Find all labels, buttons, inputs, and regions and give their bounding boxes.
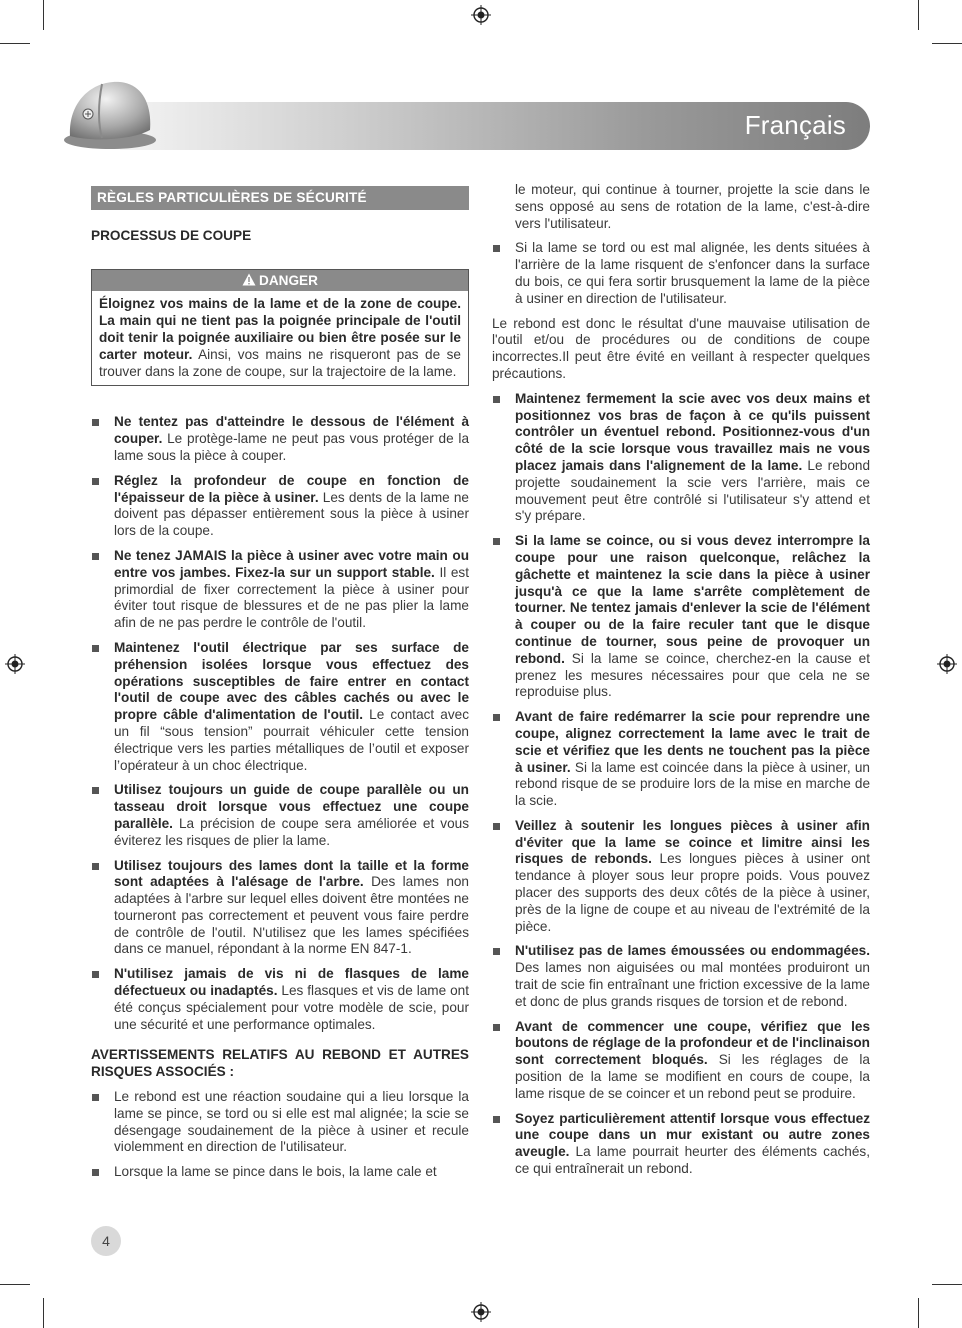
list-item-text: Si la lame est coincée dans la pièce à usiner, un rebond risque de se produire lors de la mise en marche de la scie. [515, 759, 870, 809]
crop-mark [918, 1298, 919, 1328]
list-item-text: Des lames non aiguisées ou mal montées produiront un trait de scie fin entraînant une friction excessive de la lame et donc de plus grands risques de torsion et de rebond. [515, 960, 870, 1009]
danger-text [92, 291, 468, 385]
registration-mark-icon [937, 654, 957, 674]
list-item-text: Si la lame se tord ou est mal alignée, les dents situées à l'arrière de la lame risquent de s'enfoncer dans la surface du bois, ce qui fera sortir brusquement la lame de la pièce à usiner en direction de l'utilisateur. [515, 240, 870, 306]
list-item-text: Des lames non adaptées à l'arbre sur lequel elles doivent être montées ne tourneront pas correctement et peuvent vous faire perdre de contrôle de l'outil. N'utilisez que les lames spécifiées dans ce manuel, répondant à la norme EN 847-1. [114, 874, 469, 957]
list-item [91, 473, 469, 540]
list-item-bold: Avant de commencer une coupe, vérifiez que les boutons de réglage de la profondeur et de l'inclinaison sont correctement bloqués. [515, 1018, 870, 1068]
registration-mark-icon [471, 5, 491, 25]
crop-mark [0, 1284, 30, 1285]
right-column [492, 182, 870, 1178]
list-item [91, 1089, 469, 1156]
list-item-text: La précision de coupe sera améliorée et vous éviterez les risques de plier la lame. [114, 815, 469, 848]
danger-title: DANGER [259, 272, 318, 288]
list-item-text: Le rebond projette soudainement la scie vers l'arrière, mais ce mouvement peut être contrôlé si l'utilisateur s'y attend et s'y prépare. [515, 457, 870, 524]
list-item [492, 818, 870, 936]
list-item [492, 533, 870, 701]
list-item [492, 1019, 870, 1103]
left-column [91, 186, 469, 1181]
bullet-square-icon [493, 948, 500, 955]
list-item-text: Si la lame se coince, cherchez-en la cause et prenez les mesures nécessaires pour que cela ne se reproduise plus. [515, 650, 870, 700]
crop-mark [43, 1298, 44, 1328]
danger-box [91, 269, 469, 387]
bullet-square-icon [493, 538, 500, 545]
list-item-text: La lame pourrait heurter des éléments cachés, ce qui entraînerait un rebond. [515, 1144, 870, 1177]
list-item-bold: Si la lame se coince, ou si vous devez interrompre la coupe pour une raison quelconque, relâchez la gâchette et maintenez la scie dans la pièce à usiner jusqu'à ce que la lame s'arrête complètement de tourner. Ne tentez jamais d'enlever la scie de l'élément à couper ou de la faire reculer tant que le disque continue de tourner, sous peine de provoquer un rebond. [515, 533, 870, 666]
list-item-bold: Maintenez fermement la scie avec vos deux mains et positionnez vos bras de façon à ce qu'ils puissent contrôler un éventuel rebond. Positionnez-vous d'un côté de la scie lorsque vous travaillez mais ne vous placez jamais dans l'alignement de la lame. [515, 390, 870, 473]
list-item [492, 1111, 870, 1178]
list-item-bold: Avant de faire redémarrer la scie pour reprendre une coupe, alignez correctement la lame avec le trait de scie et vérifiez que les dents ne touchent pas la pièce à usiner. [515, 709, 870, 775]
list-item-text: Il est primordial de fixer correctement la pièce à usiner pour éviter tout risque de blessures et de ne pas plier la lame afin de ne pas perdre le contrôle de l'outil. [114, 564, 469, 631]
list-item-bold: Ne tentez pas d'atteindre le dessous de l'élément à couper. [114, 414, 469, 447]
list-item-bold: Maintenez l'outil électrique par ses surface de préhension isolées lorsque vous effectuez des opérations susceptibles de faire entrer en contact l'outil de coupe avec des câbles cachés ou avec le propre câble d'alimentation de l'outil. [114, 639, 469, 723]
list-item [91, 640, 469, 774]
list-item [91, 414, 469, 464]
list-item-text: Lorsque la lame se pince dans le bois, la lame cale et [114, 1164, 437, 1180]
crop-mark [43, 0, 44, 30]
list-item-text: Le contact avec un fil “sous tension” pourrait véhiculer cette tension électrique vers les parties métalliques de l’outil et exposer l’opérateur à un choc électrique. [114, 707, 470, 773]
list-item-text: Les longues pièces à usiner ont tendance à ployer sous leur propre poids. Vous pouvez placer des supports des deux côtés de la pièce à usiner, près de la ligne de coupe et au niveau de l'extrémité de la pièce. [515, 851, 870, 934]
list-item [492, 709, 870, 810]
paragraph: Le rebond est donc le résultat d'une mauvaise utilisation de l'outil et/ou de procédures ou de conditions de coupe incorrectes.Il peut être évité en veillant à respecter quelques précautions. [492, 315, 870, 381]
list-item [91, 782, 469, 849]
crop-mark [0, 43, 30, 44]
bullet-square-icon [92, 787, 99, 794]
bullet-square-icon [493, 396, 500, 403]
header-banner [120, 102, 870, 150]
list-item-text: Si les réglages de la position de la lame se modifient en cours de coupe, la lame risque de se coincer et un rebond peut se produire. [515, 1052, 870, 1101]
page-number: 4 [91, 1226, 121, 1256]
list-item [91, 548, 469, 632]
list-item-bold: Soyez particulièrement attentif lorsque vous effectuez une coupe dans un mur existant ou autre zones aveugle. [515, 1110, 870, 1160]
danger-plain-text: Ainsi, vos mains ne risqueront pas de se trouver dans la zone de coupe, sur la trajectoire de la lame. [99, 346, 461, 379]
bullet-square-icon [493, 714, 500, 721]
crop-mark [932, 43, 962, 44]
list-item-text: Le rebond est une réaction soudaine qui a lieu lorsque la lame se pince, se tord ou si elle est mal alignée; la scie se désengage soudainement de la pièce à usiner et recule violemment en direction de l'utilisateur. [114, 1089, 469, 1155]
list-item [492, 391, 870, 525]
list-item-bold: Utilisez toujours un guide de coupe parallèle ou un tasseau droit lorsque vous effectuez une coupe parallèle. [114, 782, 469, 831]
language-title: Français [744, 110, 846, 140]
bullet-square-icon [92, 478, 99, 485]
bullet-square-icon [92, 553, 99, 560]
list-item [492, 943, 870, 1010]
subsection-heading: PROCESSUS DE COUPE [91, 227, 252, 243]
bullet-square-icon [493, 823, 500, 830]
bullet-square-icon [493, 1116, 500, 1123]
list-item-text: Les dents de la lame ne doivent pas dépasser entièrement sous la pièce à usiner lors de la coupe. [114, 489, 469, 539]
bullet-square-icon [92, 419, 99, 426]
crop-mark [918, 0, 919, 30]
list-item-text: Le protège-lame ne peut pas vous protéger de la lame sous la pièce à couper. [114, 431, 469, 463]
list-item-bold: Veillez à soutenir les longues pièces à usiner afin d'éviter que la lame se coince et limitre ainsi les risques de rebonds. [515, 817, 870, 867]
list-item-text: Les flasques et vis de lame ont été conçus spécialement pour votre modèle de scie, pour une sécurité et une performance optimales. [114, 983, 469, 1032]
danger-header [92, 270, 468, 292]
bullet-square-icon [92, 1169, 99, 1176]
registration-mark-icon [471, 1302, 491, 1322]
danger-bold-text: Éloignez vos mains de la lame et de la zone de coupe. La main qui ne tient pas la poignée principale de l'outil doit tenir la poignée auxiliaire ou bien être posée sur le carter moteur. [99, 296, 461, 362]
section-title: RÈGLES PARTICULIÈRES DE SÉCURITÉ [91, 186, 469, 210]
warning-triangle-icon [242, 273, 256, 286]
registration-mark-icon [5, 654, 25, 674]
list-item-bold: N'utilisez jamais de vis ni de flasques de lame défectueux ou inadaptés. [114, 966, 469, 999]
bullet-square-icon [92, 971, 99, 978]
subsection-heading-kickback: AVERTISSEMENTS RELATIFS AU REBOND ET AUTRES RISQUES ASSOCIÉS : [91, 1047, 469, 1080]
bullet-square-icon [92, 863, 99, 870]
list-item [91, 966, 469, 1033]
list-item [492, 240, 870, 307]
continued-text: le moteur, qui continue à tourner, projette la scie dans le sens opposé au sens de rotation de la lame, c'est-à-dire vers l'utilisateur. [515, 182, 870, 231]
list-item-bold: Réglez la profondeur de coupe en fonction de l'épaisseur de la pièce à usiner. [114, 472, 469, 505]
list-item-bold: N'utilisez pas de lames émoussées ou endommagées. [515, 943, 870, 959]
bullet-square-icon [92, 645, 99, 652]
list-item-bold: Ne tenez JAMAIS la pièce à usiner avec votre main ou entre vos jambes. Fixez-la sur un support stable. [114, 547, 469, 580]
crop-mark [932, 1284, 962, 1285]
list-item-bold: Utilisez toujours des lames dont la taille et la forme sont adaptées à l'alésage de l'arbre. [114, 857, 469, 890]
safety-helmet-icon [62, 74, 162, 154]
list-item [91, 858, 469, 959]
bullet-square-icon [493, 245, 500, 252]
list-item [91, 1164, 469, 1181]
bullet-square-icon [493, 1024, 500, 1031]
bullet-square-icon [92, 1094, 99, 1101]
